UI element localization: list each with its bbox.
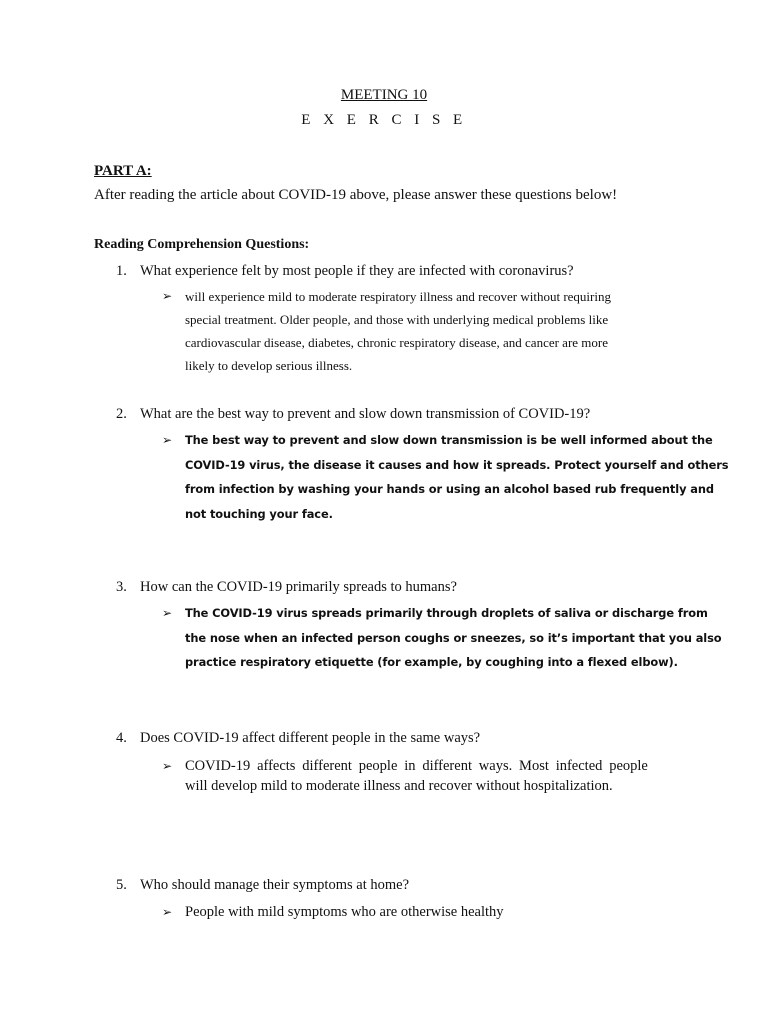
answer-line: likely to develop serious illness. [185, 358, 353, 373]
answer-line: special treatment. Older people, and those with underlying medical problems like [185, 312, 609, 327]
answer-block [185, 285, 655, 377]
question-number: 5. [116, 877, 127, 893]
question-text: How can the COVID-19 primarily spreads to humans? [140, 579, 457, 595]
answer-block [185, 902, 674, 922]
answer-line: The best way to prevent and slow down transmission is be well informed about the [185, 433, 713, 447]
question-text: Who should manage their symptoms at home? [140, 877, 410, 893]
page-subtitle: E X E R C I S E [301, 112, 467, 128]
bullet-arrow-icon: ➢ [162, 289, 173, 303]
instruction-text: After reading the article about COVID-19 above, please answer these questions below! [94, 187, 618, 203]
question-number: 1. [116, 263, 127, 279]
answer-line: practice respiratory etiquette (for example, by coughing into a flexed elbow). [185, 655, 678, 669]
answer-block [185, 756, 674, 796]
answer-line: COVID-19 virus, the disease it causes and how it spreads. Protect yourself and others [185, 457, 729, 472]
answer-line: will develop mild to moderate illness and recover without hospitalization. [185, 778, 613, 794]
question-number: 4. [116, 730, 127, 746]
bullet-arrow-icon: ➢ [162, 433, 173, 447]
question-text: What are the best way to prevent and slow down transmission of COVID-19? [140, 406, 591, 422]
answer-line: from infection by washing your hands or using an alcohol based rub frequently and [185, 482, 714, 496]
part-heading: PART A: [94, 163, 152, 179]
answer-line: not touching your face. [185, 506, 333, 521]
answer-block [185, 428, 729, 526]
bullet-arrow-icon: ➢ [162, 759, 173, 773]
answer-line: the nose when an infected person coughs or sneezes, so it’s important that you also [185, 630, 722, 645]
question-number: 2. [116, 406, 127, 422]
answer-line: will experience mild to moderate respiratory illness and recover without requiring [185, 289, 611, 304]
answer-line: People with mild symptoms who are otherwise healthy [185, 904, 504, 920]
answer-line: COVID-19 affects different people in different ways. Most infected people [185, 758, 648, 774]
bullet-arrow-icon: ➢ [162, 905, 173, 919]
answer-block [185, 601, 722, 675]
question-text: Does COVID-19 affect different people in the same ways? [140, 730, 481, 746]
section-heading: Reading Comprehension Questions: [94, 237, 310, 252]
page-title: MEETING 10 [340, 87, 428, 103]
question-number: 3. [116, 579, 127, 595]
answer-line: The COVID-19 virus spreads primarily through droplets of saliva or discharge from [185, 606, 708, 620]
question-text: What experience felt by most people if they are infected with coronavirus? [140, 263, 574, 279]
answer-line: cardiovascular disease, diabetes, chronic respiratory disease, and cancer are more [185, 335, 609, 350]
bullet-arrow-icon: ➢ [162, 606, 173, 620]
